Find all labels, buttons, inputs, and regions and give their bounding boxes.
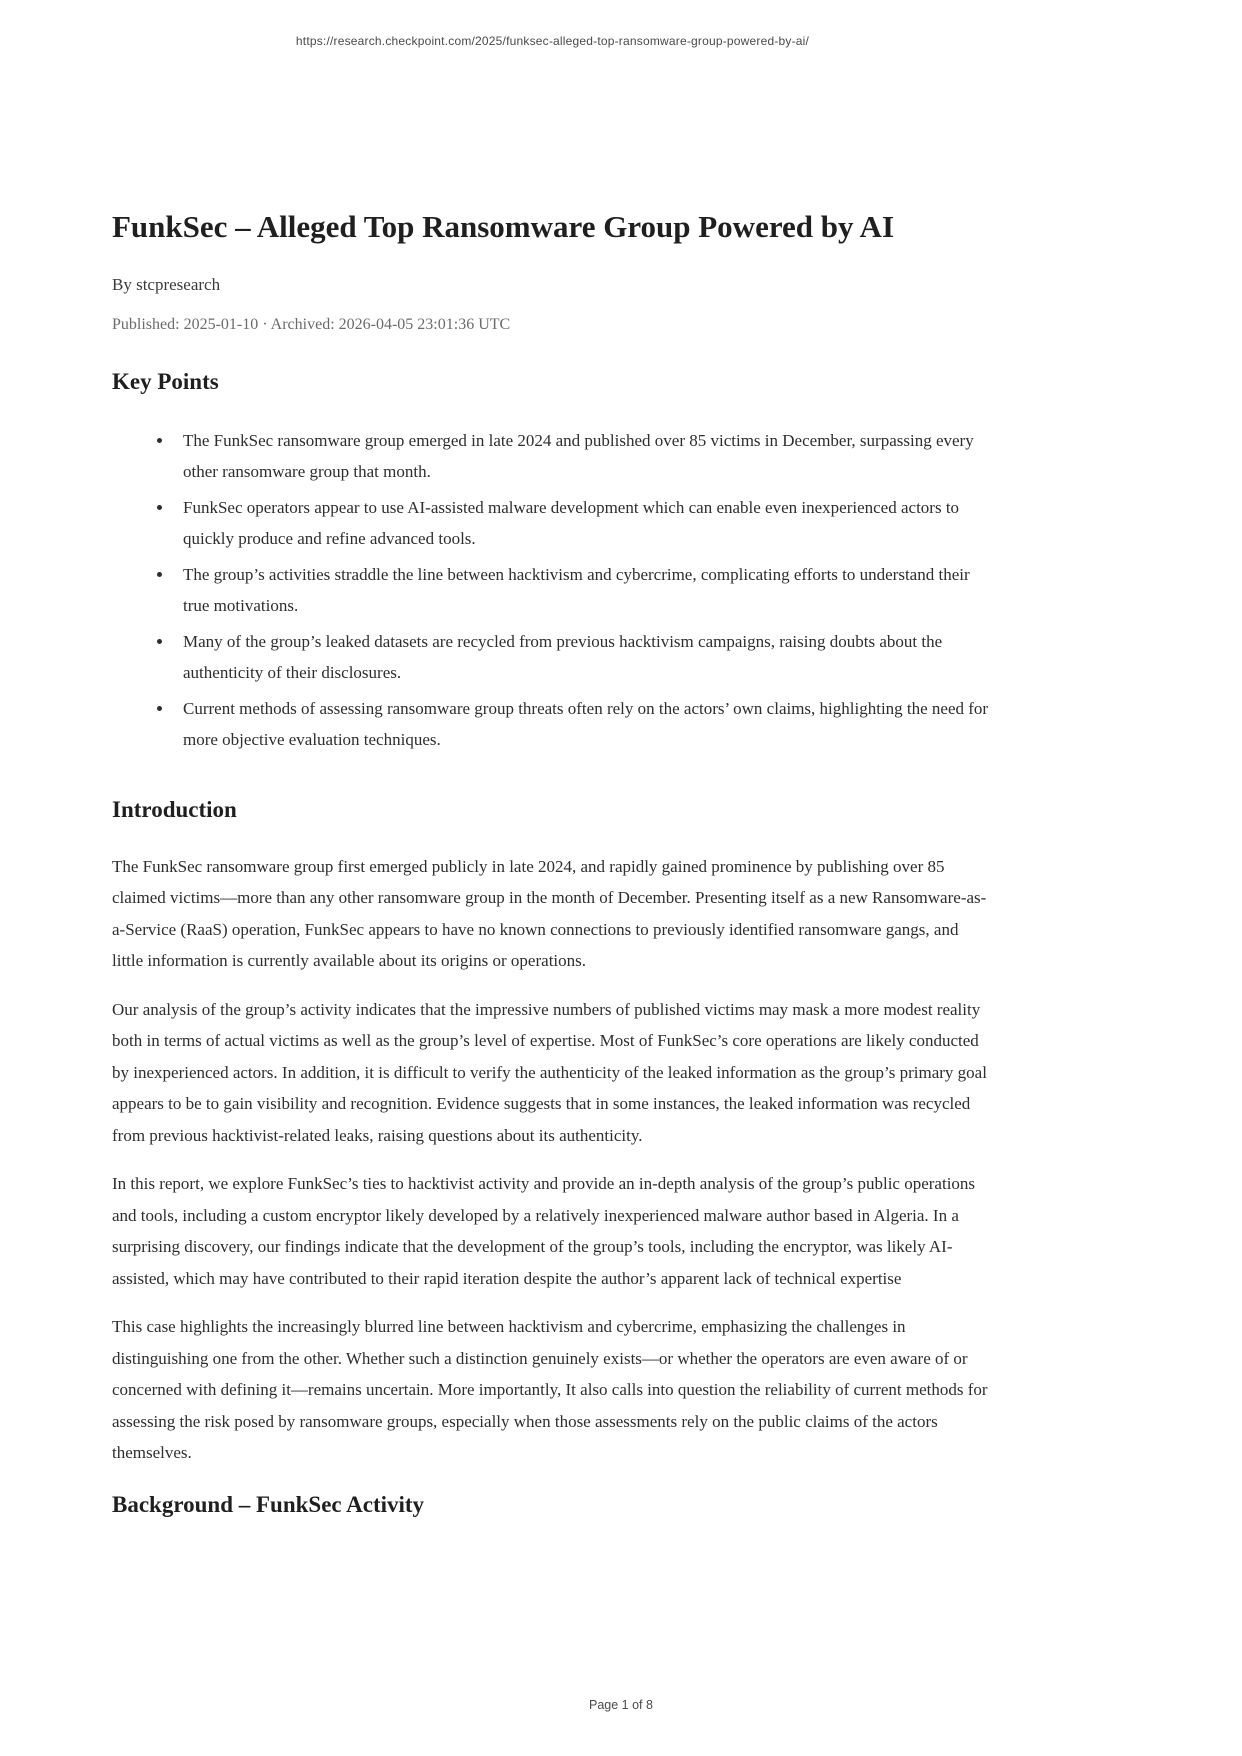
introduction-paragraph: This case highlights the increasingly blurred line between hacktivism and cybercrime, emphasizing the challenges in distinguishing one from the other. Whether such a distinction genuinely exists—or whether the operators are even aware of or concerned with defining it—remains uncertain. More importantly, It also calls into question the reliability of current methods for assessing the risk posed by ransomware groups, especially when those assessments rely on the public claims of the actors themselves. [112,1317,988,1463]
page-number-footer: Page 1 of 8 [589,1698,653,1712]
key-points-heading: Key Points [112,369,219,395]
background-heading: Background – FunkSec Activity [112,1491,425,1517]
published-archived-meta: Published: 2025-01-10 · Archived: 2026-04-05 23:01:36 UTC [112,316,511,334]
key-points-list [112,425,993,756]
introduction-heading: Introduction [112,796,237,822]
key-point-item: FunkSec operators appear to use AI-assisted malware development which can enable even inexperienced actors to quickly produce and refine advanced tools. [183,492,993,555]
introduction-paragraph: In this report, we explore FunkSec’s ties to hacktivist activity and provide an in-depth analysis of the group’s public operations and tools, including a custom encryptor likely developed by a relatively inexperienced malware author based in Algeria. In a surprising discovery, our findings indicate that the development of the group’s tools, including the encryptor, was likely AI-assisted, which may have contributed to their rapid iteration despite the author’s apparent lack of technical expertise [112,1174,976,1288]
key-point-item: The FunkSec ransomware group emerged in late 2024 and published over 85 victims in December, surpassing every other ransomware group that month. [183,425,993,488]
archive-url: https://research.checkpoint.com/2025/funksec-alleged-top-ransomware-group-powered-by-ai/ [295,34,810,48]
introduction-paragraph: The FunkSec ransomware group first emerged publicly in late 2024, and rapidly gained prominence by publishing over 85 claimed victims—more than any other ransomware group in the month of December. Presenting itself as a new Ransomware-as-a-Service (RaaS) operation, FunkSec appears to have no known connections to previously identified ransomware gangs, and little information is currently available about its origins or operations. [112,856,987,971]
key-point-item: The group’s activities straddle the line between hacktivism and cybercrime, complicating efforts to understand their true motivations. [183,559,993,622]
introduction-paragraph: Our analysis of the group’s activity indicates that the impressive numbers of published victims may mask a more modest reality both in terms of actual victims as well as the group’s level of expertise. Most of FunkSec’s core operations are likely conducted by inexperienced actors. In addition, it is difficult to verify the authenticity of the leaked information as the group’s primary goal appears to be to gain visibility and recognition. Evidence suggests that in some instances, the leaked information was recycled from previous hacktivist-related leaks, raising questions about its authenticity. [112,999,987,1145]
article-body [112,208,993,1519]
page-title: FunkSec – Alleged Top Ransomware Group Powered by AI [112,209,895,244]
byline: By stcpresearch [112,275,221,295]
key-point-item: Many of the group’s leaked datasets are recycled from previous hacktivism campaigns, raising doubts about the authenticity of their disclosures. [183,626,993,689]
key-point-item: Current methods of assessing ransomware group threats often rely on the actors’ own claims, highlighting the need for more objective evaluation techniques. [183,693,993,756]
